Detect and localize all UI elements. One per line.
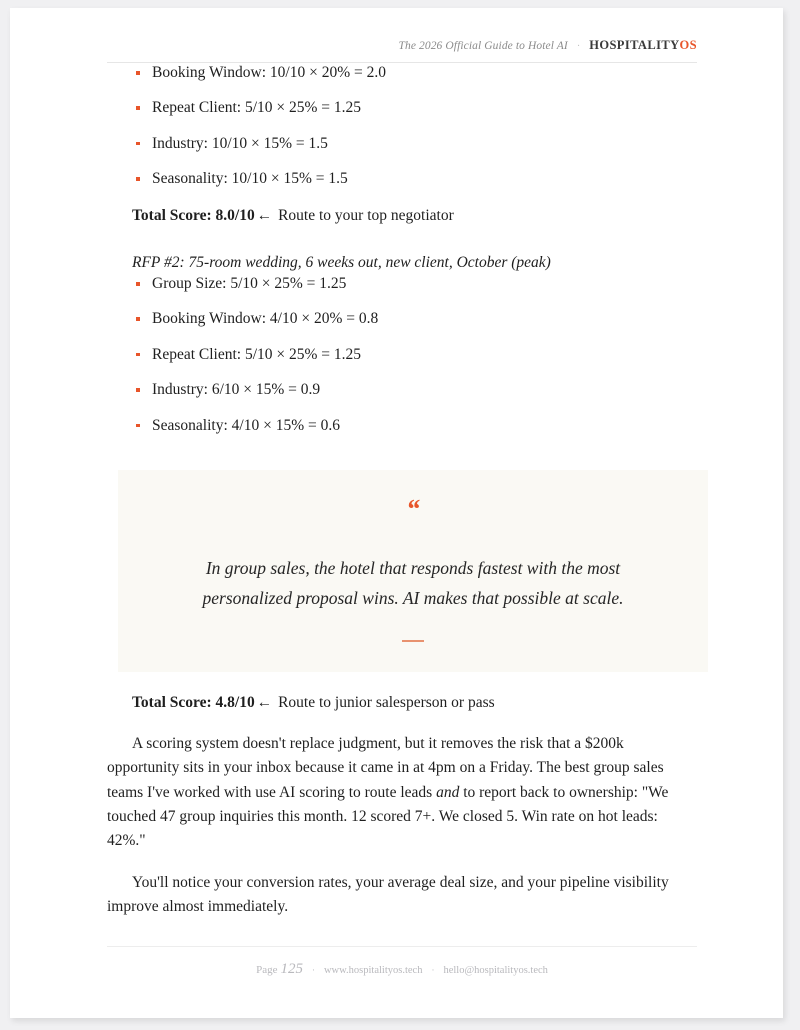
pull-quote-text: In group sales, the hotel that responds fastest with the most personalized proposal wins. AI makes that possible at scale. bbox=[202, 557, 624, 608]
total-score-two-label: Total Score: 4.8/10 bbox=[132, 693, 255, 711]
left-arrow-icon: ← bbox=[256, 206, 273, 224]
page-footer bbox=[107, 946, 697, 978]
document-page bbox=[10, 8, 783, 1018]
quote-divider bbox=[402, 640, 424, 642]
list-item bbox=[107, 416, 697, 437]
total-score-two bbox=[132, 692, 697, 714]
running-header-separator: · bbox=[576, 41, 581, 52]
list-item-text: Booking Window: 4/10 × 20% = 0.8 bbox=[152, 310, 379, 328]
page-content bbox=[107, 38, 697, 936]
total-score-one-note: Route to your top negotiator bbox=[278, 206, 454, 224]
brand-name-main: HOSPITALITY bbox=[589, 38, 680, 52]
paragraph-text-part-one: A scoring system doesn't replace judgment, but it removes the risk that a $200k opportunity sits in your inbox because it came in at 4pm on a Friday. The best group sales teams I've worked with use AI scoring to route leads bbox=[107, 734, 664, 801]
total-score-two-note: Route to junior salesperson or pass bbox=[278, 693, 495, 711]
footer-separator: · bbox=[311, 965, 315, 975]
total-score-one bbox=[132, 205, 697, 227]
list-item-text: Industry: 10/10 × 15% = 1.5 bbox=[152, 134, 328, 152]
list-item bbox=[107, 309, 697, 330]
paragraph-emphasis: and bbox=[436, 783, 460, 801]
list-item-text: Industry: 6/10 × 15% = 0.9 bbox=[152, 381, 321, 399]
body-paragraph-one bbox=[107, 732, 697, 854]
list-item-text: Group Size: 5/10 × 25% = 1.25 bbox=[152, 275, 347, 293]
footer-website: www.hospitalityos.tech bbox=[323, 965, 423, 976]
footer-page-number: 125 bbox=[280, 961, 303, 977]
list-item bbox=[107, 169, 697, 190]
running-header bbox=[107, 38, 697, 63]
footer-page-label: Page bbox=[256, 964, 278, 976]
rfp-caption: RFP #2: 75-room wedding, 6 weeks out, new client, October (peak) bbox=[132, 254, 551, 272]
closing-section bbox=[107, 692, 697, 920]
list-item bbox=[107, 274, 697, 295]
footer-email: hello@hospitalityos.tech bbox=[443, 965, 548, 976]
brand-logo bbox=[589, 38, 697, 53]
list-item-text: Booking Window: 10/10 × 20% = 2.0 bbox=[152, 64, 387, 81]
list-item bbox=[107, 98, 697, 119]
list-item-text: Repeat Client: 5/10 × 25% = 1.25 bbox=[152, 99, 362, 117]
quote-mark-icon: “ bbox=[406, 493, 420, 524]
footer-separator: · bbox=[431, 965, 435, 975]
list-item-text: Seasonality: 4/10 × 15% = 0.6 bbox=[152, 416, 340, 434]
left-arrow-icon: ← bbox=[256, 693, 273, 711]
scoring-list-two bbox=[107, 274, 697, 437]
scoring-list-one bbox=[107, 63, 697, 190]
list-item bbox=[107, 134, 697, 155]
body-paragraph-two: You'll notice your conversion rates, your average deal size, and your pipeline visibility improve almost immediately. bbox=[107, 873, 669, 916]
list-item bbox=[107, 63, 697, 84]
pull-quote-block bbox=[118, 470, 708, 672]
brand-name-accent: OS bbox=[679, 38, 697, 52]
list-item-text: Repeat Client: 5/10 × 25% = 1.25 bbox=[152, 345, 362, 363]
running-header-title: The 2026 Official Guide to Hotel AI bbox=[398, 40, 568, 52]
total-score-one-label: Total Score: 8.0/10 bbox=[132, 206, 255, 224]
paragraph-text-part-two: to report back to ownership: "We touched 47 group inquiries this month. 12 scored 7+. We closed 5. Win rate on hot leads: 42%." bbox=[107, 783, 669, 850]
list-item bbox=[107, 345, 697, 366]
list-item bbox=[107, 380, 697, 401]
list-item-text: Seasonality: 10/10 × 15% = 1.5 bbox=[152, 170, 348, 188]
